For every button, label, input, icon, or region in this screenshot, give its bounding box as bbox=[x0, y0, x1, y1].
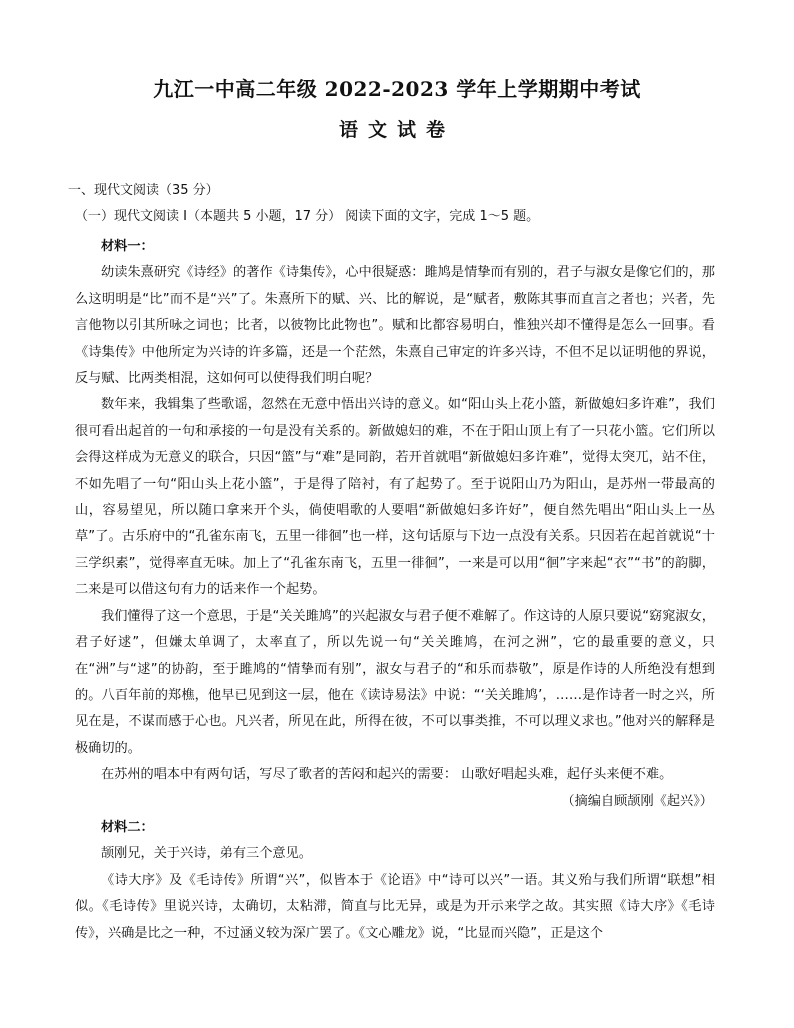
material-1-source: （摘编自顾颉刚《起兴》） bbox=[561, 793, 713, 809]
reading-passage bbox=[75, 234, 715, 947]
material-1-paragraph-1: 幼读朱熹研究《诗经》的著作《诗集传》，心中很疑惑：雎鸠是情挚而有别的，君子与淑女是像它们的，那么这明明是“比”而不是“兴”了。朱熹所下的赋、兴、比的解说，是“赋者，敷陈其事而直言之者也；兴者，先言他物以引其所咏之词也；比者，以彼物比此物也”。赋和比都容易明白，惟独兴却不懂得是怎么一回事。看《诗集传》中他所定为兴诗的许多篇，还是一个茫然，朱熹自己审定的许多兴诗，不但不足以证明他的界说，反与赋、比两类相混，这如何可以使得我们明白呢？ bbox=[75, 265, 715, 387]
material-1-label: 材料一： bbox=[101, 239, 154, 254]
material-1-paragraph-2: 数年来，我辑集了些歌谣，忽然在无意中悟出兴诗的意义。如“阳山头上花小篮，新做媳妇多许难”，我们很可看出起首的一句和承接的一句是没有关系的。新做媳妇的难，不在于阳山顶上有了一只花小篮。它们所以会得这样成为无意义的联合，只因“篮”与“难”是同韵，若开首就唱“新做媳妇多许难”，觉得太突兀，站不住，不如先唱了一句“阳山头上花小篮”，于是得了陪衬，有了起势了。至于说阳山乃为阳山，是苏州一带最高的山，容易望见，所以随口拿来开个头，倘使唱歌的人要唱“新做媳妇多许好”，便自然先唱出“阳山头上一丛草”了。古乐府中的“孔雀东南飞，五里一徘徊”也一样，这句话原与下边一点没有关系。只因若在起首就说“十三学织素”，觉得率直无味。加上了“孔雀东南飞，五里一徘徊”，一来是可以用“徊”字来起“衣”“书”的韵脚，二来是可以借这句有力的话来作一个起势。 bbox=[75, 397, 715, 598]
exam-title: 九江一中高二年级 2022-2023 学年上学期期中考试 bbox=[153, 77, 641, 101]
material-2-paragraph-1: 颉刚兄，关于兴诗，弟有三个意见。 bbox=[101, 846, 312, 862]
section-heading: 一、现代文阅读（35 分） bbox=[68, 183, 219, 198]
material-2-paragraph-2: 《诗大序》及《毛诗传》所谓“兴”，似皆本于《论语》中“诗可以兴”一语。其义殆与我们所谓“联想”相似。《毛诗传》里说兴诗，太确切，太粘滞，简直与比无异，或是为开示来学之故。其实照《诗大序》《毛诗传》，兴确是比之一种，不过涵义较为深广罢了。《文心雕龙》说，“比显而兴隐”，正是这个 bbox=[75, 872, 715, 941]
material-2-label: 材料二： bbox=[101, 819, 154, 835]
material-1-paragraph-4: 在苏州的唱本中有两句话，写尽了歌者的苦闷和起兴的需要： 山歌好唱起头难，起仔头来便不难。 bbox=[101, 767, 673, 783]
section-subheading: （一）现代文阅读 I（本题共 5 小题，17 分） 阅读下面的文字，完成 1～5 题。 bbox=[75, 209, 540, 224]
exam-subtitle: 语文试卷 bbox=[338, 119, 455, 141]
material-1-paragraph-3: 我们懂得了这一个意思，于是“关关雎鸠”的兴起淑女与君子便不难解了。作这诗的人原只要说“窈窕淑女，君子好逑”，但嫌太单调了，太率直了，所以先说一句“关关雎鸠，在河之洲”，它的最重要的意义，只在“洲”与“逑”的协韵，至于雎鸠的“情挚而有别”，淑女与君子的“和乐而恭敬”，原是作诗的人所绝没有想到的。八百年前的郑樵，他早已见到这一层，他在《读诗易法》中说：“‘关关雎鸠’，……是作诗者一时之兴，所见在是，不谋而感于心也。凡兴者，所见在此，所得在彼，不可以事类推，不可以理义求也。”他对兴的解释是极确切的。 bbox=[75, 608, 715, 756]
